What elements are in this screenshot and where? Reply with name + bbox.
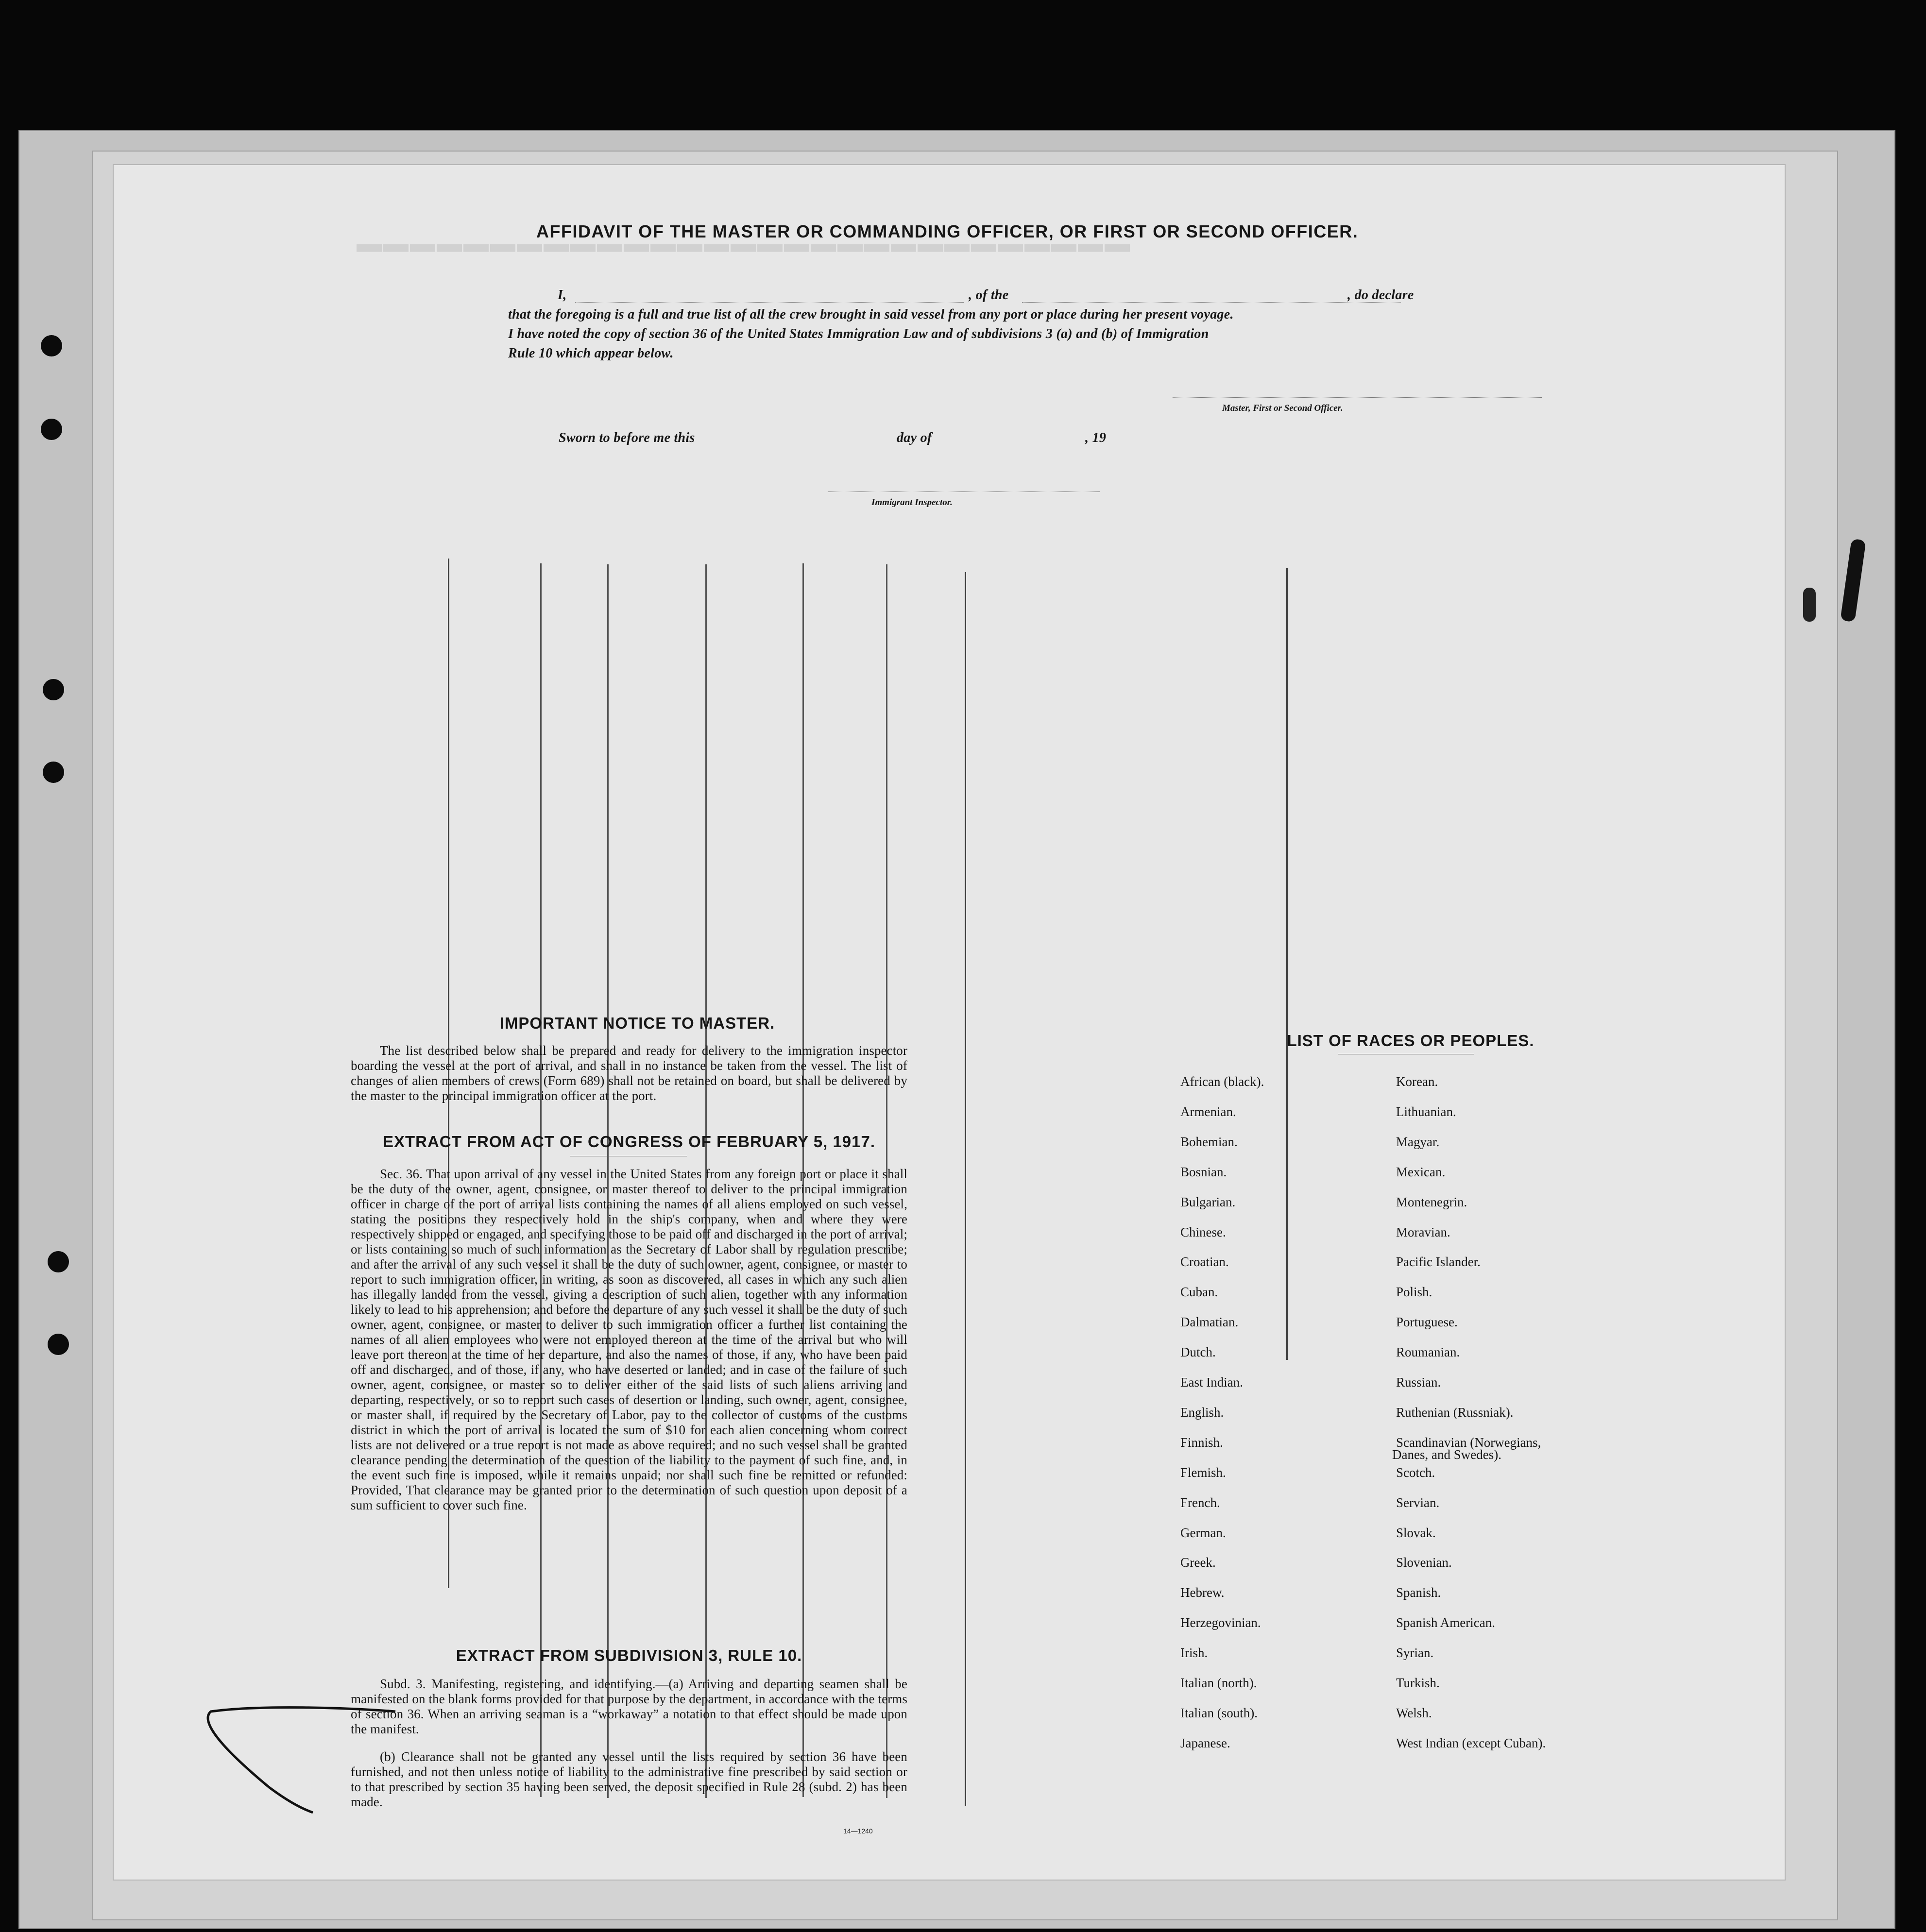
inspector-label: Immigrant Inspector. [871,497,953,508]
punch-hole-icon [48,1251,69,1272]
race-item: Bulgarian. [1180,1194,1236,1209]
punch-hole-icon [43,762,64,783]
affidavit-of-the: , of the [969,288,1009,303]
race-item: Servian. [1396,1495,1440,1510]
race-item: Hebrew. [1180,1585,1225,1600]
affidavit-line-4: Rule 10 which appear below. [508,346,674,361]
race-item: Korean. [1396,1074,1438,1089]
race-item: French. [1180,1495,1220,1510]
officer-label: Master, First or Second Officer. [1222,403,1343,413]
race-item: Dutch. [1180,1345,1216,1360]
race-item: Spanish American. [1396,1615,1495,1630]
race-item: Spanish. [1396,1585,1441,1600]
punch-hole-icon [41,335,62,356]
race-item: Finnish. [1180,1435,1223,1450]
race-item: Japanese. [1180,1735,1230,1750]
race-item: Dalmatian. [1180,1315,1239,1330]
race-item: Chinese. [1180,1224,1226,1239]
race-item: Armenian. [1180,1104,1236,1119]
race-item: Scandinavian (Norwegians, [1396,1435,1541,1450]
pencil-mark [201,1705,405,1816]
affidavit-i: I, [558,288,567,303]
race-item: Syrian. [1396,1645,1434,1661]
race-item: Irish. [1180,1645,1208,1661]
notice-text: The list described below shall be prepared and ready for delivery to the immigration inspector boarding the vessel at the port of arrival, and shall in no instance be taken from the vessel. The list of changes of alien members of crews (Form 689) shall not be retained on board, but shall be delivered by the master to the principal immigration officer at the port. [351,1043,907,1103]
race-item: Pacific Islander. [1396,1254,1481,1270]
race-item: Welsh. [1396,1705,1432,1720]
race-item: Italian (north). [1180,1676,1257,1690]
extract-act-text: Sec. 36. That upon arrival of any vessel in the United States from any foreign port or place it shall be the duty of the owner, agent, consignee, or master thereof to deliver to the principal immigration officer in charge of the port of arrival lists containing the names of all aliens employed on such vessel, stating the positions they respectively hold in the ship's company, when and where they were respectively shipped or engaged, and specifying those to be paid off and discharged in the port of arrival; or lists containing so much of such information as the Secretary of Labor shall by regulation prescribe; and after the arrival of any such vessel it shall be the duty of such owner, agent, consignee, or master to report to such immigration officer, in writing, as soon as discovered, all cases in which any such alien has illegally landed from the vessel, giving a description of such alien, together with any information likely to lead to his apprehension; and before the departure of any such vessel it shall be the duty of such owner, agent, consignee, or master to deliver to such immigration officer a further list containing the names of all alien employees who were not employed thereon at the time of the arrival but who will leave port thereon at the time of her departure, and also the names of those, if any, who have been paid off and discharged, and of those, if any, who have deserted or landed; and in case of the failure of such owner, agent, consignee, or master so to deliver either of the said lists of such aliens arriving and departing, respectively, or so to report such cases of desertion or landing, such owner, agent, consignee, or master shall, if required by the Secretary of Labor, pay to the collector of customs of the customs district in which the port of arrival is located the sum of $10 for each alien concerning whom correct lists are not delivered or a true report is not made as above required; and no such vessel shall be granted clearance pending the determination of the question of the liability to the payment of such fine, and, in the event such fine is imposed, while it remains unpaid; nor shall such fine be remitted or refunded: Provided, That clearance may be granted prior to the determination of such question upon deposit of a sum sufficient to cover such fine. [351,1167,907,1512]
officer-signature-line [1173,397,1542,398]
notice-heading: IMPORTANT NOTICE TO MASTER. [499,1014,775,1032]
race-item: Scotch. [1396,1465,1435,1480]
vessel-blank-line [1022,302,1401,303]
race-item: Roumanian. [1396,1345,1460,1360]
race-item: Magyar. [1396,1134,1440,1149]
affidavit-do-declare: , do declare [1347,288,1414,303]
race-item: Slovenian. [1396,1555,1452,1570]
race-item: Cuban. [1180,1285,1218,1300]
race-item: Greek. [1180,1555,1216,1570]
column-rule [965,572,966,1806]
race-item: African (black). [1180,1074,1264,1089]
race-item: Lithuanian. [1396,1104,1456,1119]
extract-rule-text-b: (b) Clearance shall not be granted any vessel until the lists required by section 36 have been furnished, and not then unless notice of liability to the administrative fine prescribed by said section or to that prescribed by section 35 having been served, the deposit specified in Rule 28 (subd. 2) has been made. [351,1749,907,1809]
race-item: Slovak. [1396,1525,1436,1540]
race-item: Bohemian. [1180,1134,1238,1149]
column-rule [1286,568,1288,1360]
ink-smudge [1803,588,1816,622]
race-item: Herzegovinian. [1180,1615,1261,1630]
year-text: , 19 [1085,430,1107,445]
affidavit-page [113,164,1786,1881]
day-of-text: day of [897,430,932,445]
race-item: English. [1180,1405,1224,1420]
race-item: Polish. [1396,1285,1432,1300]
race-item: Portuguese. [1396,1315,1458,1330]
race-item: Croatian. [1180,1254,1229,1270]
punch-hole-icon [41,419,62,440]
form-number: 14—1240 [843,1827,873,1835]
race-scandinavian-cont: Danes, and Swedes). [1392,1447,1501,1462]
affidavit-line-2: that the foregoing is a full and true list of all the crew brought in said vessel from any port or place during her present voyage. [508,307,1234,322]
race-item: Mexican. [1396,1164,1446,1179]
extract-rule-text-a: Subd. 3. Manifesting, registering, and identifying.—(a) Arriving and departing seamen shall be manifested on the blank forms provided for that purpose by the department, in accordance with the terms of section 36. When an arriving seaman is a “workaway” a notation to that effect should be made upon the manifest. [351,1677,907,1736]
sworn-text: Sworn to before me this [559,430,695,445]
race-item: Flemish. [1180,1465,1226,1480]
punch-hole-icon [48,1334,69,1355]
extract-rule-heading: EXTRACT FROM SUBDIVISION 3, RULE 10. [456,1646,802,1664]
race-item: Moravian. [1396,1224,1450,1239]
bleed-through-title: ▬▬▬▬▬▬▬▬▬▬▬▬▬▬▬▬▬▬▬▬▬▬▬▬▬▬▬▬▬ [357,238,1131,266]
race-item: Turkish. [1396,1676,1440,1690]
punch-hole-icon [43,679,64,700]
extract-act-heading: EXTRACT FROM ACT OF CONGRESS OF FEBRUARY 5, 1917. [382,1133,876,1151]
race-item: German. [1180,1525,1226,1540]
race-item: Russian. [1396,1375,1441,1390]
affidavit-line-3: I have noted the copy of section 36 of the United States Immigration Law and of subdivisions 3 (a) and (b) of Immigration [508,326,1209,341]
race-item: Italian (south). [1180,1705,1258,1720]
race-item: East Indian. [1180,1375,1243,1390]
race-item: Bosnian. [1180,1164,1227,1179]
affidavit-title: AFFIDAVIT OF THE MASTER OR COMMANDING OFFICER, OR FIRST OR SECOND OFFICER. [536,221,1359,241]
race-item: West Indian (except Cuban). [1396,1735,1546,1750]
name-blank-line [575,302,964,303]
inspector-signature-line [828,491,1100,492]
race-item: Ruthenian (Russniak). [1396,1405,1514,1420]
races-heading: LIST OF RACES OR PEOPLES. [1287,1032,1534,1050]
race-item: Montenegrin. [1396,1194,1467,1209]
